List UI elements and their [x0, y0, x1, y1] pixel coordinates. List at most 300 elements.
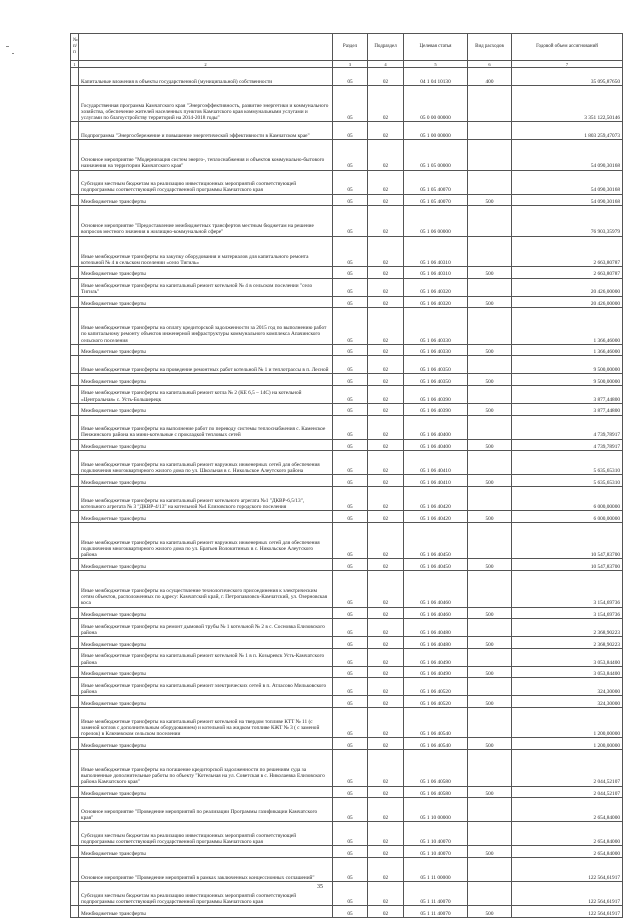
cell-section: 05 — [333, 882, 368, 906]
cell-name: Межбюджетные трансферты — [79, 296, 333, 308]
cell-subsection: 02 — [368, 140, 404, 170]
cell-num — [71, 296, 79, 308]
cell-target: 05 1 06 00000 — [404, 206, 468, 236]
table-row — [71, 648, 623, 666]
cell-target: 05 1 06 40320 — [404, 278, 468, 296]
header-number: 6 — [468, 61, 512, 68]
cell-name: Иные межбюджетные трансферты на капитальный ремонт котельного агрегата №1 "ДКВР-6,5/13", котельного агрегата № 3 "ДКВР-4/13" на котельной №4 Елизовского городского поселения — [79, 487, 333, 511]
cell-subsection: 02 — [368, 451, 404, 475]
cell-num — [71, 678, 79, 696]
table-row — [71, 451, 623, 475]
cell-num — [71, 619, 79, 637]
cell-num — [71, 559, 79, 571]
cell-section: 05 — [333, 206, 368, 236]
table-row — [71, 906, 623, 918]
cell-amount: 2 044,52107 — [512, 750, 623, 787]
cell-amount: 10 547,83700 — [512, 559, 623, 571]
cell-num — [71, 607, 79, 619]
cell-num — [71, 738, 79, 750]
cell-section: 05 — [333, 475, 368, 487]
cell-exptype: 500 — [468, 194, 512, 206]
cell-section: 05 — [333, 511, 368, 523]
cell-num — [71, 122, 79, 140]
header-col-name — [79, 34, 333, 61]
cell-exptype — [468, 571, 512, 608]
cell-target: 05 1 06 40310 — [404, 266, 468, 278]
cell-section: 05 — [333, 439, 368, 451]
header-number: 4 — [368, 61, 404, 68]
cell-section: 05 — [333, 858, 368, 882]
budget-table — [70, 33, 623, 918]
cell-name: Основное мероприятие "Проведение мероприятий по реализации Программы газификации Камчатского края" — [79, 798, 333, 822]
cell-target: 05 1 06 40580 — [404, 786, 468, 798]
cell-target: 04 1 04 10130 — [404, 68, 468, 86]
table-header — [71, 34, 623, 68]
cell-name: Межбюджетные трансферты — [79, 439, 333, 451]
table-row — [71, 738, 623, 750]
cell-amount: 6 000,00000 — [512, 511, 623, 523]
cell-name: Иные межбюджетные трансферты на проведение ремонтных работ котельной № 1 и теплотрассы в п. Лесной — [79, 356, 333, 374]
cell-target: 05 1 06 40330 — [404, 344, 468, 356]
cell-amount: 1 200,00000 — [512, 708, 623, 738]
cell-name: Иные межбюджетные трансферты на капитальный ремонт котельной № 4 в сельском поселении "село Тигиль" — [79, 278, 333, 296]
cell-exptype: 500 — [468, 296, 512, 308]
table-row — [71, 236, 623, 266]
cell-num — [71, 487, 79, 511]
cell-section: 05 — [333, 648, 368, 666]
table-row — [71, 374, 623, 386]
cell-name: Межбюджетные трансферты — [79, 194, 333, 206]
cell-num — [71, 648, 79, 666]
cell-name: Межбюджетные трансферты — [79, 906, 333, 918]
cell-section: 05 — [333, 170, 368, 194]
cell-amount: 4 739,78917 — [512, 439, 623, 451]
cell-name: Межбюджетные трансферты — [79, 511, 333, 523]
cell-amount: 20 426,00000 — [512, 278, 623, 296]
cell-amount: 9 500,00000 — [512, 374, 623, 386]
cell-target: 05 1 06 40350 — [404, 374, 468, 386]
cell-num — [71, 522, 79, 559]
cell-section: 05 — [333, 140, 368, 170]
cell-amount: 20 426,00000 — [512, 296, 623, 308]
cell-amount: 5 635,65310 — [512, 475, 623, 487]
table-row — [71, 696, 623, 708]
cell-exptype — [468, 750, 512, 787]
cell-amount: 2 654,84000 — [512, 798, 623, 822]
cell-amount: 76 903,35979 — [512, 206, 623, 236]
cell-section: 05 — [333, 68, 368, 86]
cell-num — [71, 750, 79, 787]
cell-amount: 1 366,46000 — [512, 308, 623, 345]
cell-num — [71, 451, 79, 475]
cell-target: 05 1 11 40070 — [404, 906, 468, 918]
cell-num — [71, 194, 79, 206]
cell-amount: 5 635,65310 — [512, 451, 623, 475]
cell-exptype: 500 — [468, 696, 512, 708]
cell-section: 05 — [333, 750, 368, 787]
cell-name: Основное мероприятие "Проведение мероприятий в рамках заключенных концессионных соглашений" — [79, 858, 333, 882]
cell-section: 05 — [333, 403, 368, 415]
cell-amount: 3 053,84400 — [512, 648, 623, 666]
cell-subsection: 02 — [368, 266, 404, 278]
cell-section: 05 — [333, 696, 368, 708]
cell-amount: 2 044,52107 — [512, 786, 623, 798]
cell-amount: 3 154,69736 — [512, 607, 623, 619]
cell-target: 05 1 06 40350 — [404, 356, 468, 374]
cell-target: 05 1 11 00000 — [404, 858, 468, 882]
cell-name: Межбюджетные трансферты — [79, 846, 333, 858]
cell-num — [71, 822, 79, 846]
cell-exptype — [468, 708, 512, 738]
table-row — [71, 487, 623, 511]
cell-section: 05 — [333, 846, 368, 858]
cell-subsection: 02 — [368, 385, 404, 403]
cell-num — [71, 68, 79, 86]
cell-section: 05 — [333, 356, 368, 374]
cell-amount: 3 351 122,50146 — [512, 85, 623, 122]
cell-name: Основное мероприятие "Предоставление межбюджетных трансфертов местным бюджетам на решение вопросов местного значения в жилищно-коммунальной сфере" — [79, 206, 333, 236]
cell-section: 05 — [333, 738, 368, 750]
table-row — [71, 68, 623, 86]
cell-exptype: 500 — [468, 846, 512, 858]
cell-target: 05 1 06 40400 — [404, 415, 468, 439]
header-col-num: № п/п — [71, 34, 79, 61]
scan-mark — [12, 53, 14, 54]
cell-section: 05 — [333, 822, 368, 846]
cell-amount: 10 547,83700 — [512, 522, 623, 559]
cell-name: Иные межбюджетные трансферты на капитальный ремонт наружных инженерных сетей для обеспечения подключения многоквартирного жилого дома по ул. Школьная в с. Никольское Алеутского района — [79, 451, 333, 475]
table-row — [71, 475, 623, 487]
table-row — [71, 296, 623, 308]
cell-exptype: 500 — [468, 666, 512, 678]
cell-exptype — [468, 140, 512, 170]
cell-num — [71, 385, 79, 403]
cell-subsection: 02 — [368, 858, 404, 882]
cell-amount: 122 564,61917 — [512, 906, 623, 918]
header-number: 7 — [512, 61, 623, 68]
cell-name: Подпрограмма "Энергосбережение и повышение энергетической эффективности в Камчатском крае" — [79, 122, 333, 140]
cell-name: Межбюджетные трансферты — [79, 403, 333, 415]
table-row — [71, 356, 623, 374]
cell-exptype — [468, 170, 512, 194]
cell-exptype: 500 — [468, 906, 512, 918]
table-row — [71, 637, 623, 649]
table-row — [71, 846, 623, 858]
cell-subsection: 02 — [368, 666, 404, 678]
cell-target: 05 1 06 40540 — [404, 738, 468, 750]
table-row — [71, 798, 623, 822]
table-row — [71, 194, 623, 206]
table-row — [71, 786, 623, 798]
cell-target: 05 1 06 40410 — [404, 451, 468, 475]
cell-subsection: 02 — [368, 522, 404, 559]
cell-target: 05 1 06 40410 — [404, 475, 468, 487]
cell-num — [71, 696, 79, 708]
cell-name: Иные межбюджетные трансферты на закупку оборудования и материалов для капитального ремонта котельной № 4 в сельском поселении «село Тигиль» — [79, 236, 333, 266]
cell-exptype — [468, 678, 512, 696]
cell-subsection: 02 — [368, 678, 404, 696]
cell-exptype — [468, 451, 512, 475]
cell-subsection: 02 — [368, 798, 404, 822]
cell-subsection: 02 — [368, 708, 404, 738]
cell-name: Межбюджетные трансферты — [79, 266, 333, 278]
cell-subsection: 02 — [368, 846, 404, 858]
cell-subsection: 02 — [368, 750, 404, 787]
cell-subsection: 02 — [368, 308, 404, 345]
cell-target: 05 1 06 40520 — [404, 696, 468, 708]
cell-num — [71, 571, 79, 608]
cell-section: 05 — [333, 374, 368, 386]
cell-num — [71, 708, 79, 738]
cell-target: 05 1 06 40330 — [404, 308, 468, 345]
cell-section: 05 — [333, 266, 368, 278]
cell-name: Межбюджетные трансферты — [79, 344, 333, 356]
cell-name: Межбюджетные трансферты — [79, 475, 333, 487]
cell-num — [71, 439, 79, 451]
cell-target: 05 1 06 40450 — [404, 559, 468, 571]
cell-num — [71, 637, 79, 649]
cell-section: 05 — [333, 236, 368, 266]
cell-subsection: 02 — [368, 278, 404, 296]
table-row — [71, 522, 623, 559]
cell-num — [71, 374, 79, 386]
cell-num — [71, 415, 79, 439]
cell-subsection: 02 — [368, 822, 404, 846]
cell-exptype: 500 — [468, 637, 512, 649]
cell-exptype: 500 — [468, 403, 512, 415]
cell-name: Межбюджетные трансферты — [79, 374, 333, 386]
cell-name: Основное мероприятие "Модернизация систем энерго-, теплоснабжения и объектов коммунально-бытового назначения на территории Камчатского края" — [79, 140, 333, 170]
cell-name: Иные межбюджетные трансферты на капитальный ремонт котельной на твердом топливе КТТ № 11 (с заменой котлов с дополнительным оборудованием) и котельной на жидком топливе КЖТ № 3 ( с заменой горелок) в Ключевском сельском поселении — [79, 708, 333, 738]
cell-num — [71, 858, 79, 882]
cell-amount: 324,30000 — [512, 696, 623, 708]
cell-num — [71, 906, 79, 918]
cell-name: Государственная программа Камчатского края "Энергоэффективность, развитие энергетики и коммунального хозяйства, обеспечение жителей населенных пунктов Камчатского края коммунальными услугами и услугами по благоустройству территорий на 2014-2018 годы" — [79, 85, 333, 122]
cell-amount: 4 739,78917 — [512, 415, 623, 439]
cell-amount: 324,30000 — [512, 678, 623, 696]
cell-section: 05 — [333, 637, 368, 649]
cell-exptype — [468, 85, 512, 122]
cell-exptype — [468, 522, 512, 559]
table-row — [71, 559, 623, 571]
header-number: 3 — [333, 61, 368, 68]
cell-amount: 1 803 259,47073 — [512, 122, 623, 140]
cell-exptype — [468, 487, 512, 511]
table-row — [71, 206, 623, 236]
cell-subsection: 02 — [368, 403, 404, 415]
cell-target: 05 1 06 40420 — [404, 487, 468, 511]
cell-target: 05 1 10 40070 — [404, 822, 468, 846]
cell-target: 05 1 06 40520 — [404, 678, 468, 696]
cell-subsection: 02 — [368, 487, 404, 511]
cell-exptype — [468, 308, 512, 345]
cell-exptype: 500 — [468, 344, 512, 356]
cell-amount: 1 366,46000 — [512, 344, 623, 356]
cell-target: 05 1 05 40070 — [404, 170, 468, 194]
cell-num — [71, 344, 79, 356]
cell-target: 05 1 06 40490 — [404, 648, 468, 666]
scan-mark — [6, 46, 9, 47]
cell-num — [71, 356, 79, 374]
cell-exptype — [468, 822, 512, 846]
cell-target: 05 1 06 40310 — [404, 236, 468, 266]
cell-exptype — [468, 278, 512, 296]
cell-amount: 54 090,30168 — [512, 170, 623, 194]
table-row — [71, 511, 623, 523]
cell-amount: 54 090,30168 — [512, 194, 623, 206]
cell-amount: 1 200,00000 — [512, 738, 623, 750]
table-row — [71, 140, 623, 170]
cell-amount: 3 154,69736 — [512, 571, 623, 608]
table-row — [71, 122, 623, 140]
cell-exptype — [468, 236, 512, 266]
table-row — [71, 678, 623, 696]
cell-num — [71, 140, 79, 170]
cell-exptype: 500 — [468, 786, 512, 798]
cell-name: Межбюджетные трансферты — [79, 607, 333, 619]
cell-num — [71, 798, 79, 822]
cell-num — [71, 511, 79, 523]
table-body — [71, 68, 623, 918]
cell-section: 05 — [333, 559, 368, 571]
cell-name: Субсидии местным бюджетам на реализацию инвестиционных мероприятий соответствующей подпрограммы соответствующей государственной программы Камчатского края — [79, 170, 333, 194]
cell-target: 05 1 06 40450 — [404, 522, 468, 559]
cell-exptype — [468, 619, 512, 637]
cell-name: Капитальные вложения в объекты государственной (муниципальной) собственности — [79, 68, 333, 86]
cell-target: 05 1 06 40490 — [404, 666, 468, 678]
cell-num — [71, 666, 79, 678]
cell-exptype: 500 — [468, 374, 512, 386]
cell-name: Иные межбюджетные трансферты на капитальный ремонт котла № 2 (КЕ 6,5 – 14С) на котельной «Центральная» с. Усть-Большерецк — [79, 385, 333, 403]
cell-exptype: 400 — [468, 68, 512, 86]
cell-subsection: 02 — [368, 696, 404, 708]
cell-subsection: 02 — [368, 344, 404, 356]
header-number: 1 — [71, 61, 79, 68]
cell-subsection: 02 — [368, 68, 404, 86]
table-row — [71, 750, 623, 787]
table-row — [71, 403, 623, 415]
cell-exptype: 500 — [468, 439, 512, 451]
table-row — [71, 85, 623, 122]
cell-exptype: 500 — [468, 511, 512, 523]
header-col-subsection: Подраздел — [368, 34, 404, 61]
cell-section: 05 — [333, 522, 368, 559]
cell-subsection: 02 — [368, 619, 404, 637]
cell-target: 05 1 06 40390 — [404, 385, 468, 403]
table-row — [71, 308, 623, 345]
cell-name: Иные межбюджетные трансферты на капитальный ремонт электрических сетей в п. Атласово Мильковского района — [79, 678, 333, 696]
table-row — [71, 278, 623, 296]
cell-subsection: 02 — [368, 236, 404, 266]
cell-num — [71, 786, 79, 798]
cell-name: Межбюджетные трансферты — [79, 696, 333, 708]
cell-exptype: 500 — [468, 738, 512, 750]
cell-num — [71, 206, 79, 236]
cell-exptype — [468, 356, 512, 374]
cell-target: 05 1 10 40070 — [404, 846, 468, 858]
cell-name: Межбюджетные трансферты — [79, 738, 333, 750]
cell-subsection: 02 — [368, 906, 404, 918]
cell-amount: 2 663,80787 — [512, 236, 623, 266]
cell-exptype: 500 — [468, 559, 512, 571]
cell-target: 05 1 05 00000 — [404, 140, 468, 170]
table-row — [71, 385, 623, 403]
cell-amount: 2 663,80787 — [512, 266, 623, 278]
cell-subsection: 02 — [368, 415, 404, 439]
cell-name: Межбюджетные трансферты — [79, 666, 333, 678]
cell-target: 05 1 06 40480 — [404, 637, 468, 649]
cell-section: 05 — [333, 708, 368, 738]
cell-name: Межбюджетные трансферты — [79, 786, 333, 798]
cell-num — [71, 236, 79, 266]
table-row — [71, 666, 623, 678]
cell-target: 05 1 10 00000 — [404, 798, 468, 822]
cell-name: Иные межбюджетные трансферты на капитальный ремонт котельной № 1 в п. Козыревск Усть-Камчатского района — [79, 648, 333, 666]
cell-subsection: 02 — [368, 374, 404, 386]
cell-subsection: 02 — [368, 296, 404, 308]
header-col-amount: Годовой объем ассигнований — [512, 34, 623, 61]
cell-subsection: 02 — [368, 439, 404, 451]
cell-name: Межбюджетные трансферты — [79, 559, 333, 571]
cell-exptype — [468, 415, 512, 439]
cell-subsection: 02 — [368, 607, 404, 619]
header-col-section: Раздел — [333, 34, 368, 61]
header-col-exptype: Вид расходов — [468, 34, 512, 61]
cell-target: 05 0 00 00000 — [404, 85, 468, 122]
cell-exptype — [468, 798, 512, 822]
cell-target: 05 1 00 00000 — [404, 122, 468, 140]
table-row — [71, 266, 623, 278]
cell-section: 05 — [333, 607, 368, 619]
cell-subsection: 02 — [368, 571, 404, 608]
cell-num — [71, 308, 79, 345]
cell-target: 05 1 05 40070 — [404, 194, 468, 206]
cell-section: 05 — [333, 296, 368, 308]
cell-target: 05 1 06 40400 — [404, 439, 468, 451]
cell-num — [71, 475, 79, 487]
cell-exptype — [468, 206, 512, 236]
cell-name: Иные межбюджетные трансферты на капитальный ремонт наружных инженерных сетей для обеспечения подключения многоквартирного жилого дома по ул. Братьев Волокитиных в с. Никольское Алеутского района — [79, 522, 333, 559]
cell-section: 05 — [333, 344, 368, 356]
table-row — [71, 708, 623, 738]
cell-subsection: 02 — [368, 738, 404, 750]
budget-table-sheet — [70, 33, 622, 918]
cell-amount: 2 368,90223 — [512, 637, 623, 649]
cell-subsection: 02 — [368, 170, 404, 194]
cell-exptype: 500 — [468, 607, 512, 619]
table-row — [71, 619, 623, 637]
cell-section: 05 — [333, 451, 368, 475]
cell-target: 05 1 06 40480 — [404, 619, 468, 637]
cell-amount: 35 095,87650 — [512, 68, 623, 86]
cell-subsection: 02 — [368, 356, 404, 374]
cell-amount: 3 053,84400 — [512, 666, 623, 678]
cell-subsection: 02 — [368, 194, 404, 206]
cell-amount: 2 654,84000 — [512, 846, 623, 858]
cell-exptype — [468, 122, 512, 140]
cell-target: 05 1 06 40460 — [404, 571, 468, 608]
cell-section: 05 — [333, 385, 368, 403]
cell-name: Иные межбюджетные трансферты на оплату кредиторской задолженности за 2015 год по выполнению работ по капитальному ремонту объектов инженерной инфраструктуры коммунального комплекса Апачинского сельского поселения — [79, 308, 333, 345]
cell-target: 05 1 06 40390 — [404, 403, 468, 415]
cell-subsection: 02 — [368, 475, 404, 487]
table-row — [71, 415, 623, 439]
cell-num — [71, 278, 79, 296]
cell-section: 05 — [333, 308, 368, 345]
cell-section: 05 — [333, 194, 368, 206]
cell-target: 05 1 06 40460 — [404, 607, 468, 619]
cell-num — [71, 266, 79, 278]
